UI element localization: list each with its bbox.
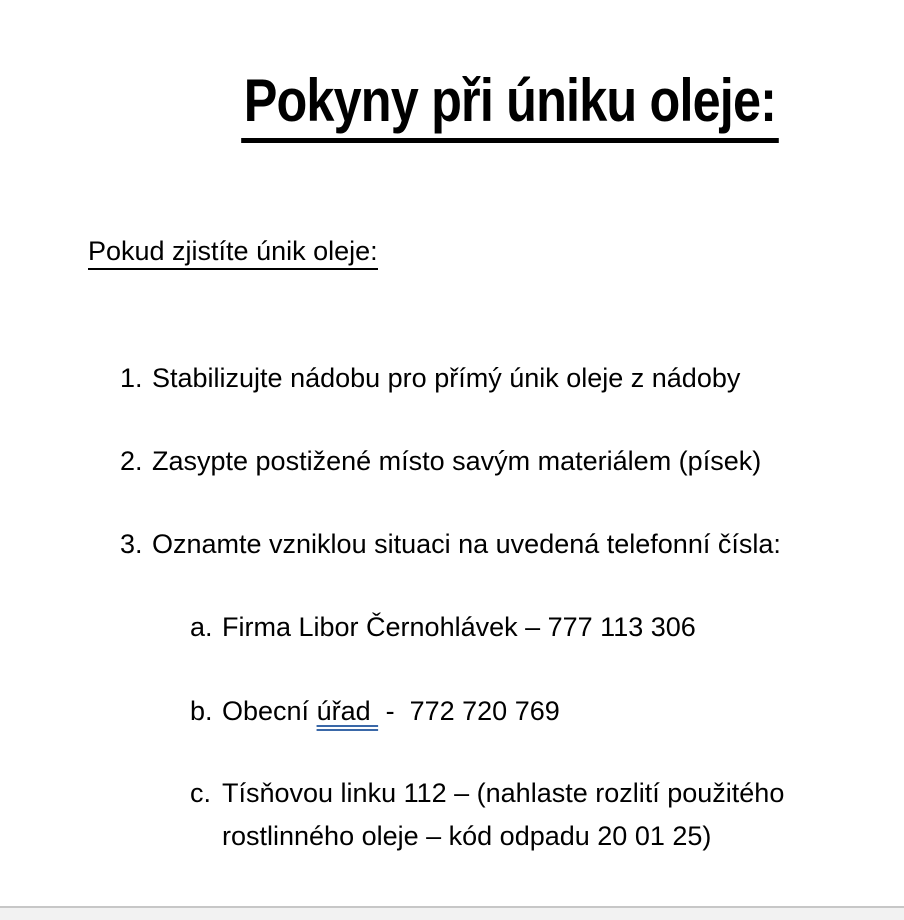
step-item-1	[120, 361, 740, 395]
contact-text-prefix: Obecní	[222, 696, 317, 726]
contact-item-b	[190, 694, 560, 728]
grammar-flagged-word: úřad	[316, 696, 379, 726]
contact-text-line-1: Tísňovou linku 112 – (nahlaste rozlití použitého	[222, 778, 785, 808]
intro-heading-text: Pokud zjistíte únik oleje:	[88, 236, 378, 270]
step-item-2	[120, 444, 761, 478]
step-item-3	[120, 527, 781, 561]
app-background-strip	[0, 906, 904, 920]
contact-text-suffix: - 772 720 769	[378, 696, 560, 726]
document-title-text: Pokyny při úniku oleje:	[241, 66, 778, 143]
step-marker: 1.	[120, 363, 143, 393]
contact-marker: b.	[190, 696, 213, 726]
step-marker: 3.	[120, 529, 143, 559]
contact-item-a	[190, 610, 696, 644]
intro-heading	[88, 234, 378, 268]
contact-text	[222, 772, 784, 858]
step-marker: 2.	[120, 446, 143, 476]
step-text: Stabilizujte nádobu pro přímý únik oleje z nádoby	[152, 363, 741, 393]
contact-marker: a.	[190, 612, 213, 642]
step-text: Oznamte vzniklou situaci na uvedená telefonní čísla:	[152, 529, 781, 559]
step-text: Zasypte postižené místo savým materiálem (písek)	[152, 446, 762, 476]
contact-text	[222, 694, 560, 728]
contact-text-line-2: rostlinného oleje – kód odpadu 20 01 25)	[222, 821, 712, 851]
contact-item-c	[190, 772, 784, 858]
contact-text: Firma Libor Černohlávek – 777 113 306	[222, 612, 696, 642]
document-title	[0, 66, 904, 143]
contact-marker: c.	[190, 778, 212, 808]
